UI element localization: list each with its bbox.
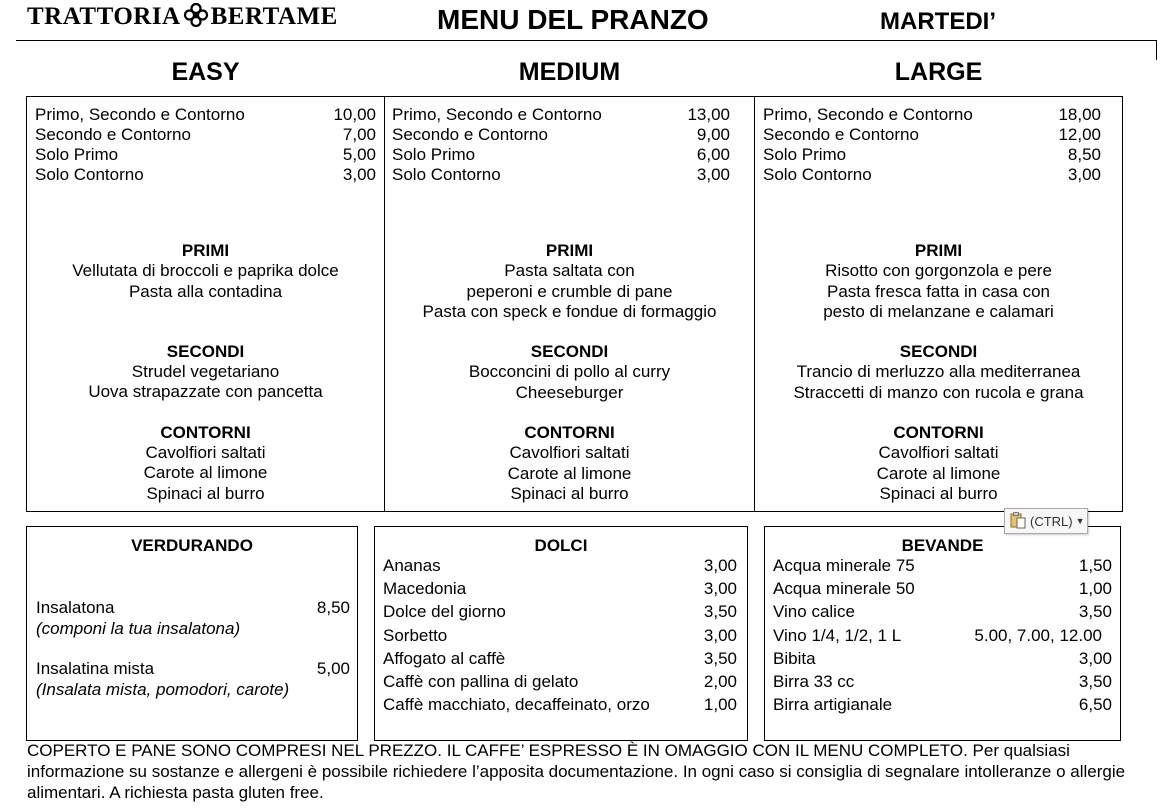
dish: Spinaci al burro (146, 483, 265, 503)
item-price: 3,50 (1078, 602, 1112, 622)
item-price: 3,00 (703, 579, 737, 599)
dish: peperoni e crumble di pane (466, 281, 673, 301)
price-label: Solo Primo (35, 145, 119, 164)
footer-note: COPERTO E PANE SONO COMPRESI NEL PREZZO. IL CAFFE’ ESPRESSO È IN OMAGGIO CON IL MENU COMPLETO. Per qualsiasi informazione su sostanze e allergeni è possibile richiedere l’apposita documentazione. In ogni caso si consiglia di segnalare intolleranze o allergie alimentari. A richiesta pasta gluten free. (27, 741, 1126, 802)
item-price: 3,00 (703, 556, 737, 575)
price-label: Secondo e Contorno (763, 125, 919, 144)
dish: Pasta fresca fatta in casa con (826, 281, 1050, 301)
list-item (383, 624, 737, 647)
price-list-medium (392, 105, 730, 185)
item-price: 5,00 (316, 659, 350, 678)
verdurando-list (36, 597, 350, 700)
brand-name-left: TRATTORIA (27, 3, 181, 30)
ornament-icon (183, 2, 209, 35)
item-label: Sorbetto (383, 625, 448, 645)
price-row (35, 125, 376, 145)
brand-name-right: BERTAME (210, 3, 338, 30)
item-price: 1,50 (1078, 556, 1112, 575)
price-value: 9,00 (696, 125, 730, 144)
dish: Risotto con gorgonzola e pere (825, 261, 1052, 281)
item-price: 5.00, 7.00, 12.00 (974, 625, 1102, 645)
item-price: 8,50 (316, 598, 350, 617)
verdurando-title: VERDURANDO (131, 536, 253, 555)
clipboard-icon (1009, 511, 1027, 532)
price-label: Solo Contorno (763, 165, 872, 184)
price-row (35, 145, 376, 165)
bevande-title: BEVANDE (901, 536, 984, 555)
price-row (35, 105, 376, 125)
dish: Uova strapazzate con pancetta (88, 382, 323, 402)
item-price: 3,00 (1078, 648, 1112, 668)
list-item (773, 693, 1112, 716)
dish: Vellutata di broccoli e paprika dolce (72, 261, 339, 281)
price-label: Primo, Secondo e Contorno (763, 105, 973, 124)
item-price: 1,00 (703, 695, 737, 715)
dish: Straccetti di manzo con rucola e grana (793, 382, 1084, 402)
list-item (383, 693, 737, 716)
item-label: Vino 1/4, 1/2, 1 L (773, 625, 902, 645)
size-heading-medium: MEDIUM (518, 58, 621, 86)
course-heading-primi: PRIMI (181, 241, 230, 260)
dish: Carote al limone (143, 463, 268, 483)
dish: Cavolfiori saltati (509, 443, 630, 463)
course-heading-secondi: SECONDI (899, 342, 978, 362)
item-label: Acqua minerale 75 (773, 556, 915, 575)
item-label: Dolce del giorno (383, 602, 506, 622)
price-list-easy (35, 105, 376, 185)
price-row (392, 145, 730, 165)
paste-options-button[interactable] (1004, 508, 1088, 534)
item-price: 3,00 (703, 625, 737, 645)
item-label: Insalatona (36, 598, 115, 617)
item-label: Caffè macchiato, decaffeinato, orzo (383, 695, 650, 715)
dish: Cheeseburger (515, 382, 624, 402)
dolci-list (383, 554, 737, 716)
item-label: Vino calice (773, 602, 855, 622)
list-item (383, 670, 737, 693)
item-label: Bibita (773, 648, 816, 668)
item-price: 3,50 (1078, 672, 1112, 692)
dish: Pasta saltata con (504, 261, 635, 281)
price-value: 3,00 (1067, 165, 1101, 184)
header-divider-tick (1156, 40, 1157, 60)
dolci-box (374, 526, 748, 741)
dish: Spinaci al burro (510, 483, 629, 503)
header-divider (16, 40, 1156, 41)
price-value: 7,00 (342, 125, 376, 144)
price-value: 3,00 (342, 165, 376, 184)
list-item (773, 554, 1112, 577)
course-heading-secondi: SECONDI (530, 342, 609, 362)
price-value: 18,00 (1058, 105, 1101, 124)
price-label: Solo Contorno (35, 165, 144, 184)
item-price: 3,50 (703, 602, 737, 622)
dish: Spinaci al burro (879, 483, 998, 503)
list-item (773, 600, 1112, 623)
item-label: Birra 33 cc (773, 672, 855, 692)
course-heading-secondi: SECONDI (166, 341, 245, 361)
bevande-box (764, 526, 1121, 741)
price-row (392, 165, 730, 185)
course-heading-contorni: CONTORNI (160, 422, 251, 442)
page-title: MENU DEL PRANZO (437, 4, 709, 35)
dish: Strudel vegetariano (131, 362, 280, 382)
item-label: Birra artigianale (773, 695, 893, 715)
courses-easy (26, 241, 385, 504)
dish: Bocconcini di pollo al curry (468, 362, 671, 382)
item-label: Macedonia (383, 579, 467, 599)
list-item (383, 647, 737, 670)
dolci-title: DOLCI (534, 536, 588, 555)
size-heading-easy: EASY (171, 58, 240, 86)
price-value: 10,00 (333, 105, 376, 124)
price-label: Primo, Secondo e Contorno (35, 105, 245, 124)
item-price: 1,00 (1078, 579, 1112, 599)
paste-options-label: (CTRL) (1030, 513, 1073, 529)
item-label: Ananas (383, 556, 441, 575)
price-row (763, 105, 1101, 125)
item-label: Caffè con pallina di gelato (383, 672, 579, 692)
list-item (773, 624, 1112, 647)
course-heading-contorni: CONTORNI (524, 423, 615, 443)
price-value: 3,00 (696, 165, 730, 184)
course-heading-contorni: CONTORNI (893, 423, 984, 443)
verdurando-box (26, 526, 358, 741)
price-row (392, 125, 730, 145)
price-value: 12,00 (1058, 125, 1101, 144)
price-label: Solo Contorno (392, 165, 501, 184)
bevande-list (773, 554, 1112, 716)
courses-medium (385, 241, 754, 504)
price-label: Secondo e Contorno (392, 125, 548, 144)
courses-large (754, 241, 1123, 504)
price-row (763, 125, 1101, 145)
list-item (36, 597, 350, 618)
price-row (35, 165, 376, 185)
list-item (36, 658, 350, 679)
item-label: Affogato al caffè (383, 648, 506, 668)
size-heading-large: LARGE (894, 58, 983, 86)
item-price: 3,50 (703, 648, 737, 668)
price-value: 13,00 (687, 105, 730, 124)
list-item (383, 577, 737, 600)
dish: pesto di melanzane e calamari (823, 301, 1054, 321)
item-description: (componi la tua insalatona) (36, 619, 241, 638)
restaurant-logo (27, 2, 338, 35)
item-price: 6,50 (1078, 695, 1112, 715)
price-value: 5,00 (342, 145, 376, 164)
dish: Pasta alla contadina (128, 281, 283, 301)
price-label: Secondo e Contorno (35, 125, 191, 144)
course-heading-primi: PRIMI (545, 241, 594, 260)
dish: Carote al limone (876, 463, 1001, 483)
price-label: Solo Primo (763, 145, 847, 164)
list-item (773, 577, 1112, 600)
dish: Cavolfiori saltati (878, 443, 999, 463)
chevron-down-icon: ▼ (1075, 516, 1085, 526)
item-label: Acqua minerale 50 (773, 579, 915, 599)
price-label: Primo, Secondo e Contorno (392, 105, 602, 124)
list-item (383, 600, 737, 623)
item-description: (Insalata mista, pomodori, carote) (36, 680, 290, 699)
dish: Trancio di merluzzo alla mediterranea (796, 362, 1081, 382)
price-list-large (763, 105, 1101, 185)
item-price: 2,00 (703, 672, 737, 692)
price-value: 8,50 (1067, 145, 1101, 164)
list-item (773, 647, 1112, 670)
price-row (763, 145, 1101, 165)
price-label: Solo Primo (392, 145, 476, 164)
dish: Pasta con speck e fondue di formaggio (422, 301, 717, 321)
item-label: Insalatina mista (36, 659, 155, 678)
day-label: MARTEDI’ (880, 8, 996, 35)
list-item (773, 670, 1112, 693)
price-value: 6,00 (696, 145, 730, 164)
dish: Carote al limone (507, 463, 632, 483)
course-heading-primi: PRIMI (914, 241, 963, 260)
dish: Cavolfiori saltati (145, 443, 266, 463)
price-row (763, 165, 1101, 185)
price-row (392, 105, 730, 125)
list-item (383, 554, 737, 577)
